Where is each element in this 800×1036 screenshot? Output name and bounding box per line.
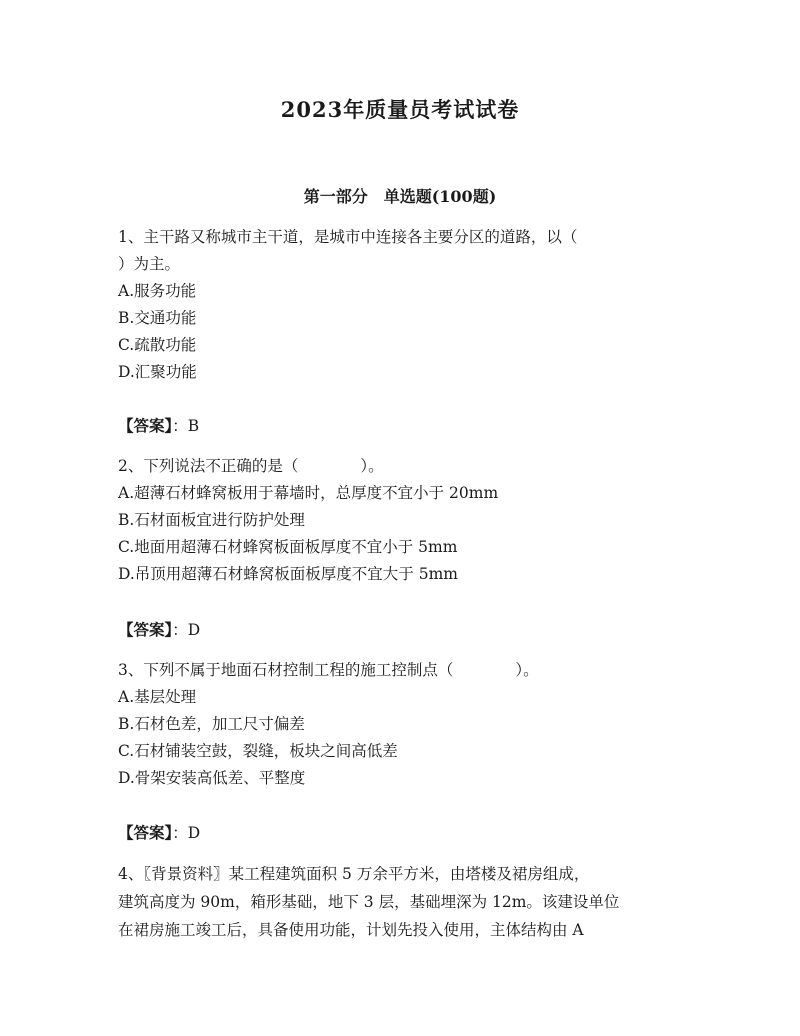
answer-value: ：D <box>172 621 201 639</box>
question-2-option-a: A.超薄石材蜂窝板用于幕墙时，总厚度不宜小于 20mm <box>118 484 499 502</box>
question-2-stem: 2、下列说法不正确的是（ ）。 <box>118 457 384 475</box>
question-4-stem-line-2: 建筑高度为 90m，箱形基础，地下 3 层，基础埋深为 12m。该建设单位 <box>118 893 620 911</box>
question-1-stem-line-1: 1、主干路又称城市主干道，是城市中连接各主要分区的道路，以（ <box>118 228 578 246</box>
question-1-option-b: B.交通功能 <box>118 309 197 327</box>
question-3-option-b: B.石材色差，加工尺寸偏差 <box>118 715 305 733</box>
question-2-option-c: C.地面用超薄石材蜂窝板面板厚度不宜小于 5mm <box>118 538 458 556</box>
page-title: 2023年质量员考试试卷 <box>280 97 520 122</box>
question-1-option-d: D.汇聚功能 <box>118 363 197 381</box>
question-2-option-b: B.石材面板宜进行防护处理 <box>118 511 305 529</box>
question-3-option-a: A.基层处理 <box>118 688 197 706</box>
question-4-stem-line-1: 4、〖背景资料〗某工程建筑面积 5 万余平方米，由塔楼及裙房组成， <box>118 865 590 883</box>
section-heading: 第一部分 单选题(100题) <box>303 187 497 206</box>
answer-value: ：D <box>172 824 201 842</box>
question-3-answer <box>118 822 200 844</box>
question-4-stem-line-3: 在裙房施工竣工后，具备使用功能，计划先投入使用，主体结构由 A <box>118 921 584 939</box>
question-1-option-a: A.服务功能 <box>118 282 197 300</box>
question-1-stem-line-2: ）为主。 <box>118 255 181 273</box>
answer-label: 【答案】 <box>118 416 173 435</box>
question-1-answer <box>118 415 199 437</box>
answer-value: ：B <box>172 417 200 435</box>
question-3-stem: 3、下列不属于地面石材控制工程的施工控制点（ ）。 <box>118 661 539 679</box>
question-3-option-c: C.石材铺装空鼓，裂缝，板块之间高低差 <box>118 742 398 760</box>
question-1-option-c: C.疏散功能 <box>118 336 197 354</box>
answer-label: 【答案】 <box>118 620 173 639</box>
answer-label: 【答案】 <box>118 823 173 842</box>
question-3-option-d: D.骨架安装高低差、平整度 <box>118 769 306 787</box>
question-2-option-d: D.吊顶用超薄石材蜂窝板面板厚度不宜大于 5mm <box>118 565 458 583</box>
question-2-answer <box>118 619 200 641</box>
